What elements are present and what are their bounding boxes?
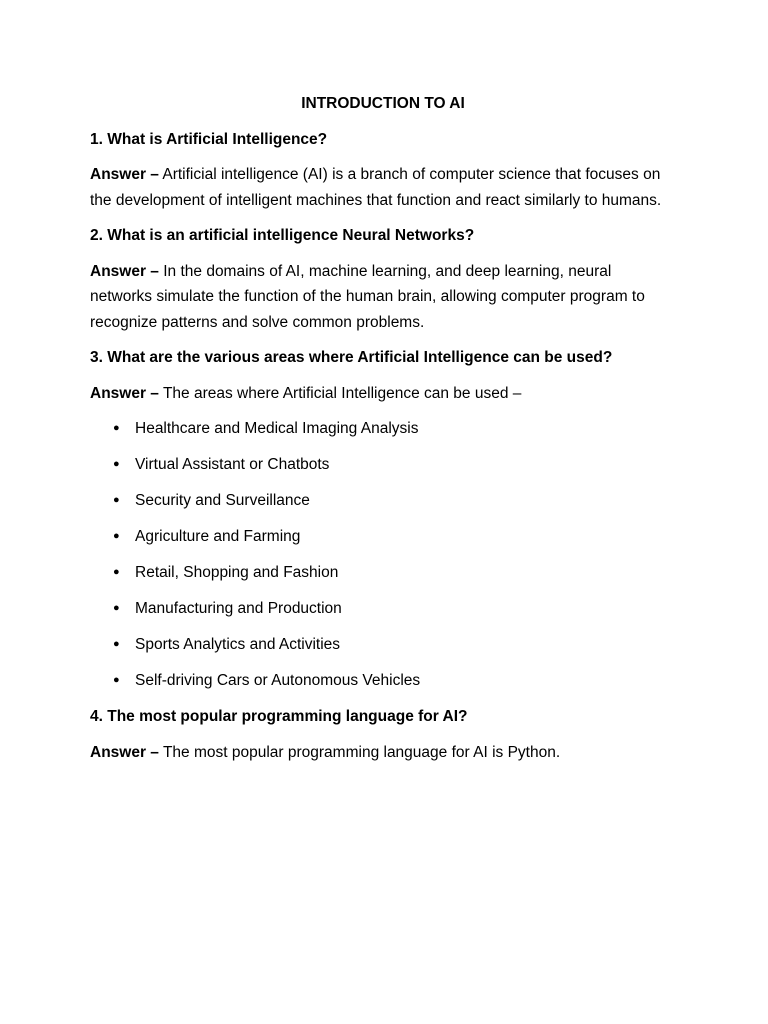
answer-1-text: Artificial intelligence (AI) is a branch of computer science that focuses on the development of intelligent machines that function and react similarly to humans. bbox=[90, 166, 662, 209]
answer-label: Answer – bbox=[90, 166, 159, 183]
answer-label: Answer – bbox=[90, 262, 159, 280]
list-item bbox=[90, 560, 670, 586]
answer-label: Answer – bbox=[90, 384, 159, 402]
bullet-icon: ● bbox=[113, 530, 120, 542]
list-item bbox=[90, 524, 670, 550]
question-2: 2. What is an artificial intelligence Neural Networks? bbox=[90, 227, 475, 244]
bullet-icon: ● bbox=[113, 422, 120, 434]
answer-4 bbox=[90, 740, 670, 766]
bullet-icon: ● bbox=[113, 458, 120, 470]
bullet-icon: ● bbox=[113, 602, 120, 614]
bullet-icon: ● bbox=[113, 638, 120, 650]
bullet-icon: ● bbox=[113, 494, 120, 506]
ai-areas-list bbox=[90, 416, 670, 694]
list-item bbox=[90, 632, 670, 658]
answer-3 bbox=[90, 381, 670, 407]
list-item-text: Agriculture and Farming bbox=[135, 528, 301, 545]
answer-2-text: In the domains of AI, machine learning, and deep learning, neural networks simulate the function of the human brain, allowing computer program to recognize patterns and solve common problems. bbox=[90, 262, 645, 331]
list-item-text: Manufacturing and Production bbox=[135, 600, 342, 617]
list-item-text: Security and Surveillance bbox=[135, 492, 310, 509]
bullet-icon: ● bbox=[113, 674, 120, 686]
list-item-text: Virtual Assistant or Chatbots bbox=[135, 456, 330, 473]
list-item bbox=[90, 488, 670, 514]
answer-2 bbox=[90, 259, 670, 336]
list-item bbox=[90, 596, 670, 622]
answer-1 bbox=[90, 162, 670, 213]
document-title: INTRODUCTION TO AI bbox=[301, 95, 465, 112]
list-item-text: Self-driving Cars or Autonomous Vehicles bbox=[135, 672, 421, 689]
answer-4-text: The most popular programming language for AI is Python. bbox=[162, 743, 561, 761]
list-item-text: Retail, Shopping and Fashion bbox=[135, 564, 339, 581]
question-3: 3. What are the various areas where Artificial Intelligence can be used? bbox=[90, 349, 613, 366]
list-item-text: Healthcare and Medical Imaging Analysis bbox=[135, 420, 419, 437]
question-4: 4. The most popular programming language for AI? bbox=[90, 708, 468, 725]
question-1: 1. What is Artificial Intelligence? bbox=[90, 130, 328, 148]
bullet-icon: ● bbox=[113, 566, 120, 578]
list-item bbox=[90, 452, 670, 478]
answer-label: Answer – bbox=[90, 743, 159, 761]
list-item bbox=[90, 668, 670, 694]
document-body bbox=[90, 91, 670, 775]
list-item-text: Sports Analytics and Activities bbox=[135, 636, 341, 653]
answer-3-text: The areas where Artificial Intelligence can be used – bbox=[162, 384, 522, 402]
list-item bbox=[90, 416, 670, 442]
